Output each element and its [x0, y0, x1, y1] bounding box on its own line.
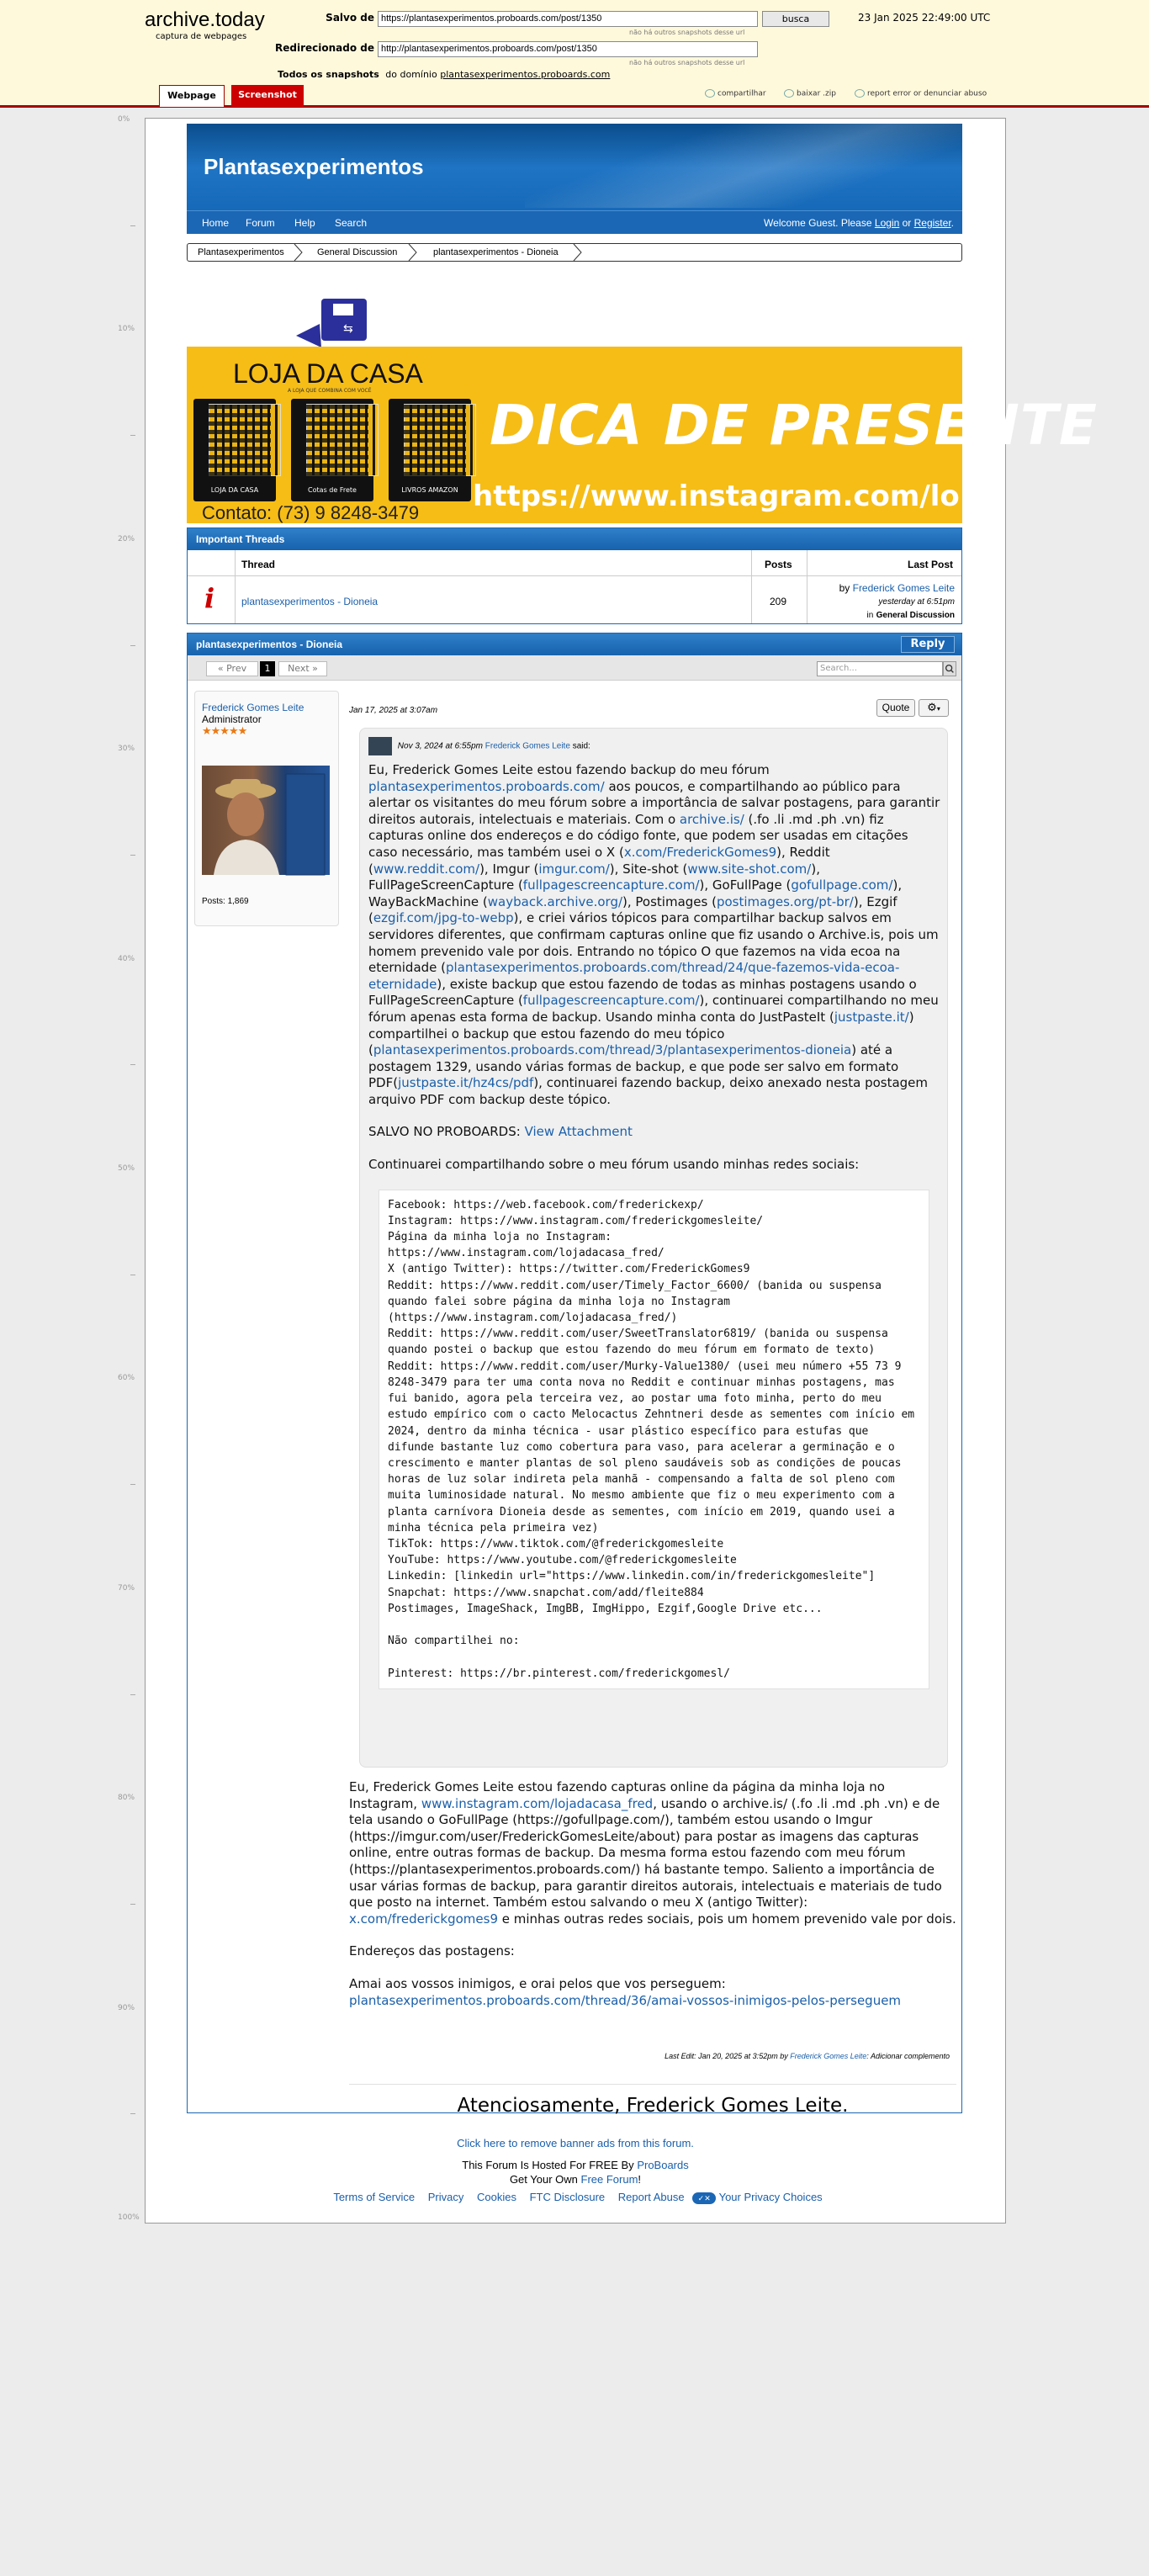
hosted-prefix: This Forum Is Hosted For FREE By	[462, 2159, 634, 2171]
paragraph-text: ), Postimages (	[622, 893, 717, 909]
quote-said: said:	[572, 741, 590, 751]
qr-code-books	[389, 399, 471, 501]
gutter-percent-label: 30%	[118, 745, 135, 754]
addresses-heading: Endereços das postagens:	[349, 1943, 515, 1959]
privacy-choices-icon: ✓✕	[692, 2192, 716, 2204]
welcome-or: or	[902, 217, 912, 229]
banner-swoosh	[525, 124, 962, 208]
paragraph-text: aos poucos, e compartilhando ao público para alertar os visitantes do meu fórum sobre a importância de salvar postagens, para garantir direitos autorais, intelectuais e materiais. Com o	[368, 778, 940, 827]
paragraph-text: ), Ezgif (	[368, 893, 897, 926]
cookies-link[interactable]: Cookies	[477, 2191, 516, 2203]
love-text: Amai aos vossos inimigos, e orai pelos que vos perseguem:	[349, 1975, 726, 1991]
tab-screenshot[interactable]: Screenshot	[231, 85, 304, 107]
welcome-period: .	[950, 217, 954, 229]
inline-link[interactable]: x.com/FrederickGomes9	[623, 844, 777, 860]
own-suffix: !	[638, 2173, 642, 2186]
crumb-forum-home[interactable]: Plantasexperimentos	[198, 247, 284, 257]
important-threads	[187, 527, 962, 624]
ftc-link[interactable]: FTC Disclosure	[529, 2191, 606, 2203]
saved-label: SALVO NO PROBOARDS:	[368, 1124, 525, 1140]
paragraph-text: ), e criei vários tópicos para compartilhar backup salvos em servidores diferentes, que confirmam capturas online que fiz usando o Archive.is, pois um homem prevenido vale por dois. Entrando no tópico O que fazemos na vida ecoa na eternidade (	[368, 910, 939, 976]
gutter-percent-label: 20%	[118, 534, 135, 543]
chevron-down-icon: ▾	[936, 705, 940, 713]
last-post-by: by	[839, 582, 850, 594]
gutter-percent-label: 90%	[118, 2003, 135, 2012]
gutter-percent-label: 0%	[118, 115, 130, 124]
forum-navbar	[187, 210, 962, 234]
share-icon	[705, 89, 715, 98]
post-options-button[interactable]	[919, 699, 949, 717]
paragraph-text: Eu, Frederick Gomes Leite estou fazendo capturas online da página da minha loja no Instagram,	[349, 1779, 885, 1811]
snapshot-datetime: 23 Jan 2025 22:49:00 UTC	[858, 12, 991, 24]
paragraph-text: ), continuarei fazendo backup, deixo anexado nesta postagem arquivo PDF com backup deste tópico.	[368, 1075, 929, 1107]
proboards-link[interactable]: ProBoards	[637, 2159, 689, 2171]
welcome-text	[764, 217, 954, 229]
thread-title: plantasexperimentos - Dioneia	[188, 633, 961, 655]
quote-body	[368, 762, 940, 1689]
gutter-tick	[130, 2113, 135, 2114]
important-threads-title: Important Threads	[188, 528, 961, 550]
crumb-separator-icon	[408, 244, 418, 261]
important-thread-link[interactable]: plantasexperimentos - Dioneia	[241, 596, 379, 607]
gutter-percent-label: 80%	[118, 1794, 135, 1803]
paragraph-text: ), FullPageScreenCapture (	[368, 861, 820, 893]
view-attachment-link[interactable]: View Attachment	[524, 1124, 633, 1140]
nav-forum[interactable]: Forum	[246, 217, 275, 229]
register-link[interactable]: Register	[913, 217, 951, 229]
free-forum-link[interactable]: Free Forum	[580, 2173, 638, 2186]
saved-from-url-input[interactable]: https://plantasexperimentos.proboards.com/post/1350	[378, 11, 758, 27]
own-forum	[145, 2173, 1006, 2186]
paragraph-text: ), Site-shot (	[609, 861, 688, 877]
last-post-board[interactable]: General Discussion	[876, 611, 955, 620]
pagination-bar	[188, 655, 961, 681]
report-abuse-link[interactable]: Report Abuse	[617, 2191, 685, 2203]
redirect-label: Redirecionado de	[275, 42, 374, 54]
all-snapshots-label: Todos os snapshots	[278, 69, 379, 80]
last-edit-suffix: : Adicionar complemento	[866, 2052, 950, 2060]
tab-webpage[interactable]: Webpage	[159, 85, 225, 107]
user-post-count: Posts: 1,869	[202, 897, 249, 906]
last-post-info	[839, 582, 955, 622]
no-snapshots-note: não há outros snapshots desse url	[629, 29, 745, 36]
post-body	[349, 1779, 956, 2009]
avatar[interactable]	[202, 766, 330, 875]
qr-label: LOJA DA CASA	[210, 486, 259, 494]
inline-link[interactable]: justpaste.it/hz4cs/pdf	[398, 1075, 534, 1091]
last-post-time: yesterday at 6:51pm	[878, 597, 955, 607]
ad-store-tagline: A LOJA QUE COMBINA COM VOCÊ	[288, 388, 372, 394]
continue-text: Continuarei compartilhando sobre o meu fórum usando minhas redes sociais:	[368, 1157, 860, 1173]
col-thread: Thread	[241, 559, 276, 570]
gutter-tick	[130, 855, 135, 856]
paragraph-text: ), Reddit (	[368, 844, 830, 877]
ad-banner[interactable]	[187, 347, 1098, 523]
qr-label: LIVROS AMAZON	[401, 486, 458, 494]
forum-title[interactable]: Plantasexperimentos	[204, 154, 424, 179]
own-prefix: Get Your Own	[509, 2173, 578, 2186]
cloud-download-icon	[784, 89, 794, 98]
report-icon	[855, 89, 865, 98]
prev-page-button[interactable]: « Prev	[206, 661, 258, 676]
col-posts: Posts	[765, 559, 792, 570]
gutter-tick	[130, 1064, 135, 1065]
paragraph-text: (.fo .li .md .ph .vn) fiz capturas online dos endereços e do código fonte, que podem ser usadas em citações caso necessário, mas também usei o X (	[368, 811, 908, 860]
report-label: report error or denunciar abuso	[867, 89, 988, 98]
report-tool[interactable]	[855, 89, 987, 98]
privacy-choices-link[interactable]: Your Privacy Choices	[718, 2191, 823, 2203]
breadcrumb	[187, 243, 962, 262]
inline-link[interactable]: fullpagescreencapture.com/	[522, 877, 700, 893]
crumb-separator-icon	[294, 244, 304, 261]
search-icon[interactable]	[943, 661, 956, 676]
share-label: compartilhar	[717, 89, 766, 98]
paragraph-text: ) compartilhei o backup que estou fazendo do meu tópico (	[368, 1009, 914, 1058]
post-date[interactable]: Jan 17, 2025 at 3:07am	[349, 706, 438, 715]
gutter-tick	[130, 435, 135, 436]
archive-logo-subtitle: captura de webpages	[156, 32, 247, 41]
ad-headline: DICA DE PRESENTE	[490, 393, 1098, 458]
saved-line	[368, 1124, 940, 1141]
paragraph-text: ) até a postagem 1329, usando várias formas de backup, e que pode ser salvo em formato PDF(	[368, 1042, 899, 1091]
paragraph-text: ), continuarei compartilhando no meu fórum apenas esta forma de backup. Usando minha conta do JustPasteIt (	[368, 993, 939, 1025]
user-name[interactable]: Frederick Gomes Leite	[202, 702, 304, 713]
paragraph-text: ), Imgur (	[479, 861, 539, 877]
quote-header	[368, 737, 590, 755]
download-tool[interactable]	[784, 89, 836, 98]
gutter-tick	[130, 645, 135, 646]
footer-links	[145, 2191, 1006, 2204]
gutter-percent-label: 100%	[118, 2213, 140, 2222]
last-edit-prefix: Last Edit: Jan 20, 2025 at 3:52pm by	[665, 2052, 788, 2060]
redirect-note: não há outros snapshots desse url	[629, 59, 745, 66]
ad-store-name: LOJA DA CASA	[233, 358, 423, 389]
paragraph-text: Eu, Frederick Gomes Leite estou fazendo backup do meu fórum	[368, 762, 770, 777]
inline-link[interactable]: www.reddit.com/	[373, 861, 480, 877]
thread-post-count: 209	[770, 596, 787, 607]
info-icon: i	[204, 582, 215, 614]
all-snapshots-domain-link[interactable]: plantasexperimentos.proboards.com	[440, 69, 611, 80]
gutter-tick	[130, 1694, 135, 1695]
signature: Atenciosamente, Frederick Gomes Leite.	[349, 2084, 956, 2117]
code-block: Facebook: https://web.facebook.com/frederickexp/ Instagram: https://www.instagram.com/frederickgomesleite/ Página da minha loja no Instagram: https://www.instagram.com/lojadacasa_fred/ X (antigo Twitter): https://twitter.com/FrederickGomes9 Reddit: https://www.reddit.com/user/Timely_Factor_6600/ (banida ou suspensa quando falei sobre página da minha loja no Instagram (https://www.instagram.com/lojadacasa_fred/) Reddit: https://www.reddit.com/user/SweetTranslator6819/ (banida ou suspensa quando postei o backup que estou fazendo do meu fórum em formato de texto) Reddit: https://www.reddit.com/user/Murky-Value1380/ (usei meu número +55 73 9 8248-3479 para ter uma conta nova no Reddit e continuar minhas postagens, mas fui banido, agora pela terceira vez, ao postar uma foto minha, perto do meu estudo empírico com o cacto Melocactus Zehntneri desde as sementes com início em 2024, dentro da minha técnica - usar plástico específico para estufas que difunde bastante luz como cobertura para vaso, para acelerar a germinação e o crescimento e manter plantas de sol pleno saudáveis sob as condições de poucas horas de luz solar indireta pela manhã - compensando a falta de sol pleno com muita luminosidade natural. No mesmo ambiente que fiz o meu experimento com a planta carnívora Dioneia desde as sementes, com início em 2019, quando usei a minha técnica pela primeira vez) TikTok: https://www.tiktok.com/@frederickgomesleite YouTube: https://www.youtube.com/@frederickgomesleite Linkedin: [linkedin url="https://www.linkedin.com/in/frederickgomesleite"] Snapchat: https://www.snapchat.com/add/fleite884 Postimages, ImageShack, ImgBB, ImgHippo, Ezgif,Google Drive etc... Não compartilhei no: Pinterest: https://br.pinterest.com/frederickgomesl/	[379, 1190, 929, 1689]
gutter-percent-label: 50%	[118, 1164, 135, 1173]
gutter-tick	[130, 1484, 135, 1485]
svg-text:⇆: ⇆	[343, 322, 353, 336]
inline-link[interactable]: imgur.com/	[538, 861, 610, 877]
gear-icon: ⚙	[927, 702, 937, 714]
quote-date: Nov 3, 2024 at 6:55pm	[397, 741, 483, 751]
user-role: Administrator	[202, 713, 262, 725]
last-edit-author[interactable]: Frederick Gomes Leite	[790, 2052, 867, 2060]
paragraph-text: , usando o archive.is/ (.fo .li .md .ph .vn) e de tela usando o GoFullPage (https://gofullpage.com/), também estou usando o Imgur (https://imgur.com/user/FrederickGomesLeite/about) para postar as imagens das capturas online, entre outras formas de backup. Da mesma forma estou fazendo com meu fórum (https://plantasexperimentos.proboards.com/) há bastante tempo. Saliento a importância de usar várias formas de backup, para garantir direitos autorais, intelectuais e materiais de tudo que posto na internet. Também estou salvando o meu X (antigo Twitter):	[349, 1795, 942, 1911]
inline-link[interactable]: ezgif.com/jpg-to-webp	[373, 910, 514, 926]
inline-link[interactable]: gofullpage.com/	[791, 877, 893, 893]
inline-link[interactable]: wayback.archive.org/	[487, 893, 623, 909]
hosted-by	[145, 2159, 1006, 2171]
gutter-percent-label: 40%	[118, 954, 135, 963]
thread-search-input[interactable]: Search...	[817, 661, 943, 676]
gutter-percent-label: 10%	[118, 325, 135, 334]
all-snapshots	[278, 69, 610, 80]
search-button[interactable]: busca	[762, 11, 829, 27]
remove-ads-link[interactable]: Click here to remove banner ads from this forum.	[457, 2137, 694, 2149]
crumb-board[interactable]: General Discussion	[317, 247, 398, 257]
inline-link[interactable]: archive.is/	[679, 811, 744, 827]
quote-paragraph	[368, 762, 940, 1108]
inline-link[interactable]: www.site-shot.com/	[687, 861, 812, 877]
archive-header	[0, 0, 1149, 108]
welcome-prefix: Welcome Guest. Please	[764, 217, 872, 229]
inline-link[interactable]: justpaste.it/	[834, 1009, 909, 1025]
qr-code-store	[193, 399, 276, 501]
gutter-percent-label: 70%	[118, 1583, 135, 1593]
love-link[interactable]: plantasexperimentos.proboards.com/thread/36/amai-vossos-inimigos-pelos-perseguem	[349, 1992, 902, 2008]
paragraph-text: ), GoFullPage (	[699, 877, 792, 893]
current-page: 1	[260, 661, 275, 676]
last-edit	[665, 2052, 950, 2060]
download-label: baixar .zip	[797, 89, 836, 98]
user-card	[194, 691, 339, 926]
qr-label: Cotas de Frete	[308, 486, 357, 494]
redirect-url-input[interactable]: http://plantasexperimentos.proboards.com/post/1350	[378, 41, 758, 57]
gutter-percent-label: 60%	[118, 1374, 135, 1383]
thread-container	[187, 633, 962, 2117]
inline-link[interactable]: postimages.org/pt-br/	[716, 893, 854, 909]
inline-link[interactable]: www.instagram.com/lojadacasa_fred	[421, 1795, 654, 1811]
qr-code-freight	[291, 399, 373, 501]
reply-button[interactable]: Reply	[901, 636, 955, 653]
crumb-separator-icon	[573, 244, 583, 261]
gutter-tick	[130, 1904, 135, 1905]
inline-link[interactable]: x.com/frederickgomes9	[349, 1911, 498, 1927]
terms-link[interactable]: Terms of Service	[333, 2191, 416, 2203]
login-link[interactable]: Login	[874, 217, 900, 229]
quote-avatar	[368, 737, 392, 755]
paragraph-text: ), WayBackMachine (	[368, 877, 903, 909]
quote-button[interactable]: Quote	[876, 699, 915, 717]
nav-help[interactable]: Help	[294, 217, 315, 229]
last-post-author[interactable]: Frederick Gomes Leite	[852, 582, 955, 594]
inline-link[interactable]: fullpagescreencapture.com/	[522, 993, 700, 1009]
paragraph-text: ), existe backup que estou fazendo de todas as minhas postagens usando o FullPageScreenCapture (	[368, 976, 917, 1009]
nav-search[interactable]: Search	[335, 217, 368, 229]
saved-from-label: Salvo de	[326, 12, 374, 24]
crumb-thread[interactable]: plantasexperimentos - Dioneia	[433, 247, 559, 257]
archive-logo[interactable]: archive.today	[145, 8, 265, 31]
gutter-tick	[130, 225, 135, 226]
inline-link[interactable]: plantasexperimentos.proboards.com/	[368, 778, 605, 794]
share-tool[interactable]	[705, 89, 766, 98]
avatar-portrait	[202, 766, 330, 875]
ad-contact: Contato: (73) 9 8248-3479	[202, 502, 420, 523]
user-rank-stars: ★★★★★	[202, 725, 247, 738]
ad-url: https://www.instagram.com/lo	[473, 480, 960, 513]
post-paragraph	[349, 1779, 956, 1927]
privacy-link[interactable]: Privacy	[427, 2191, 464, 2203]
nav-home[interactable]: Home	[202, 217, 230, 229]
quote-author[interactable]: Frederick Gomes Leite	[484, 741, 570, 751]
paragraph-text: e minhas outras redes sociais, pois um homem prevenido vale por dois.	[498, 1911, 956, 1927]
col-last-post: Last Post	[907, 559, 953, 570]
last-post-in: in	[866, 611, 874, 620]
quote-block	[359, 728, 948, 1768]
all-snapshots-prefix: do domínio	[385, 69, 437, 80]
next-page-button[interactable]: Next »	[278, 661, 327, 676]
inline-link[interactable]: plantasexperimentos.proboards.com/thread/3/plantasexperimentos-dioneia	[373, 1042, 852, 1058]
inline-link[interactable]: plantasexperimentos.proboards.com/thread/24/que-fazemos-vida-ecoa-eternidade	[368, 960, 900, 992]
